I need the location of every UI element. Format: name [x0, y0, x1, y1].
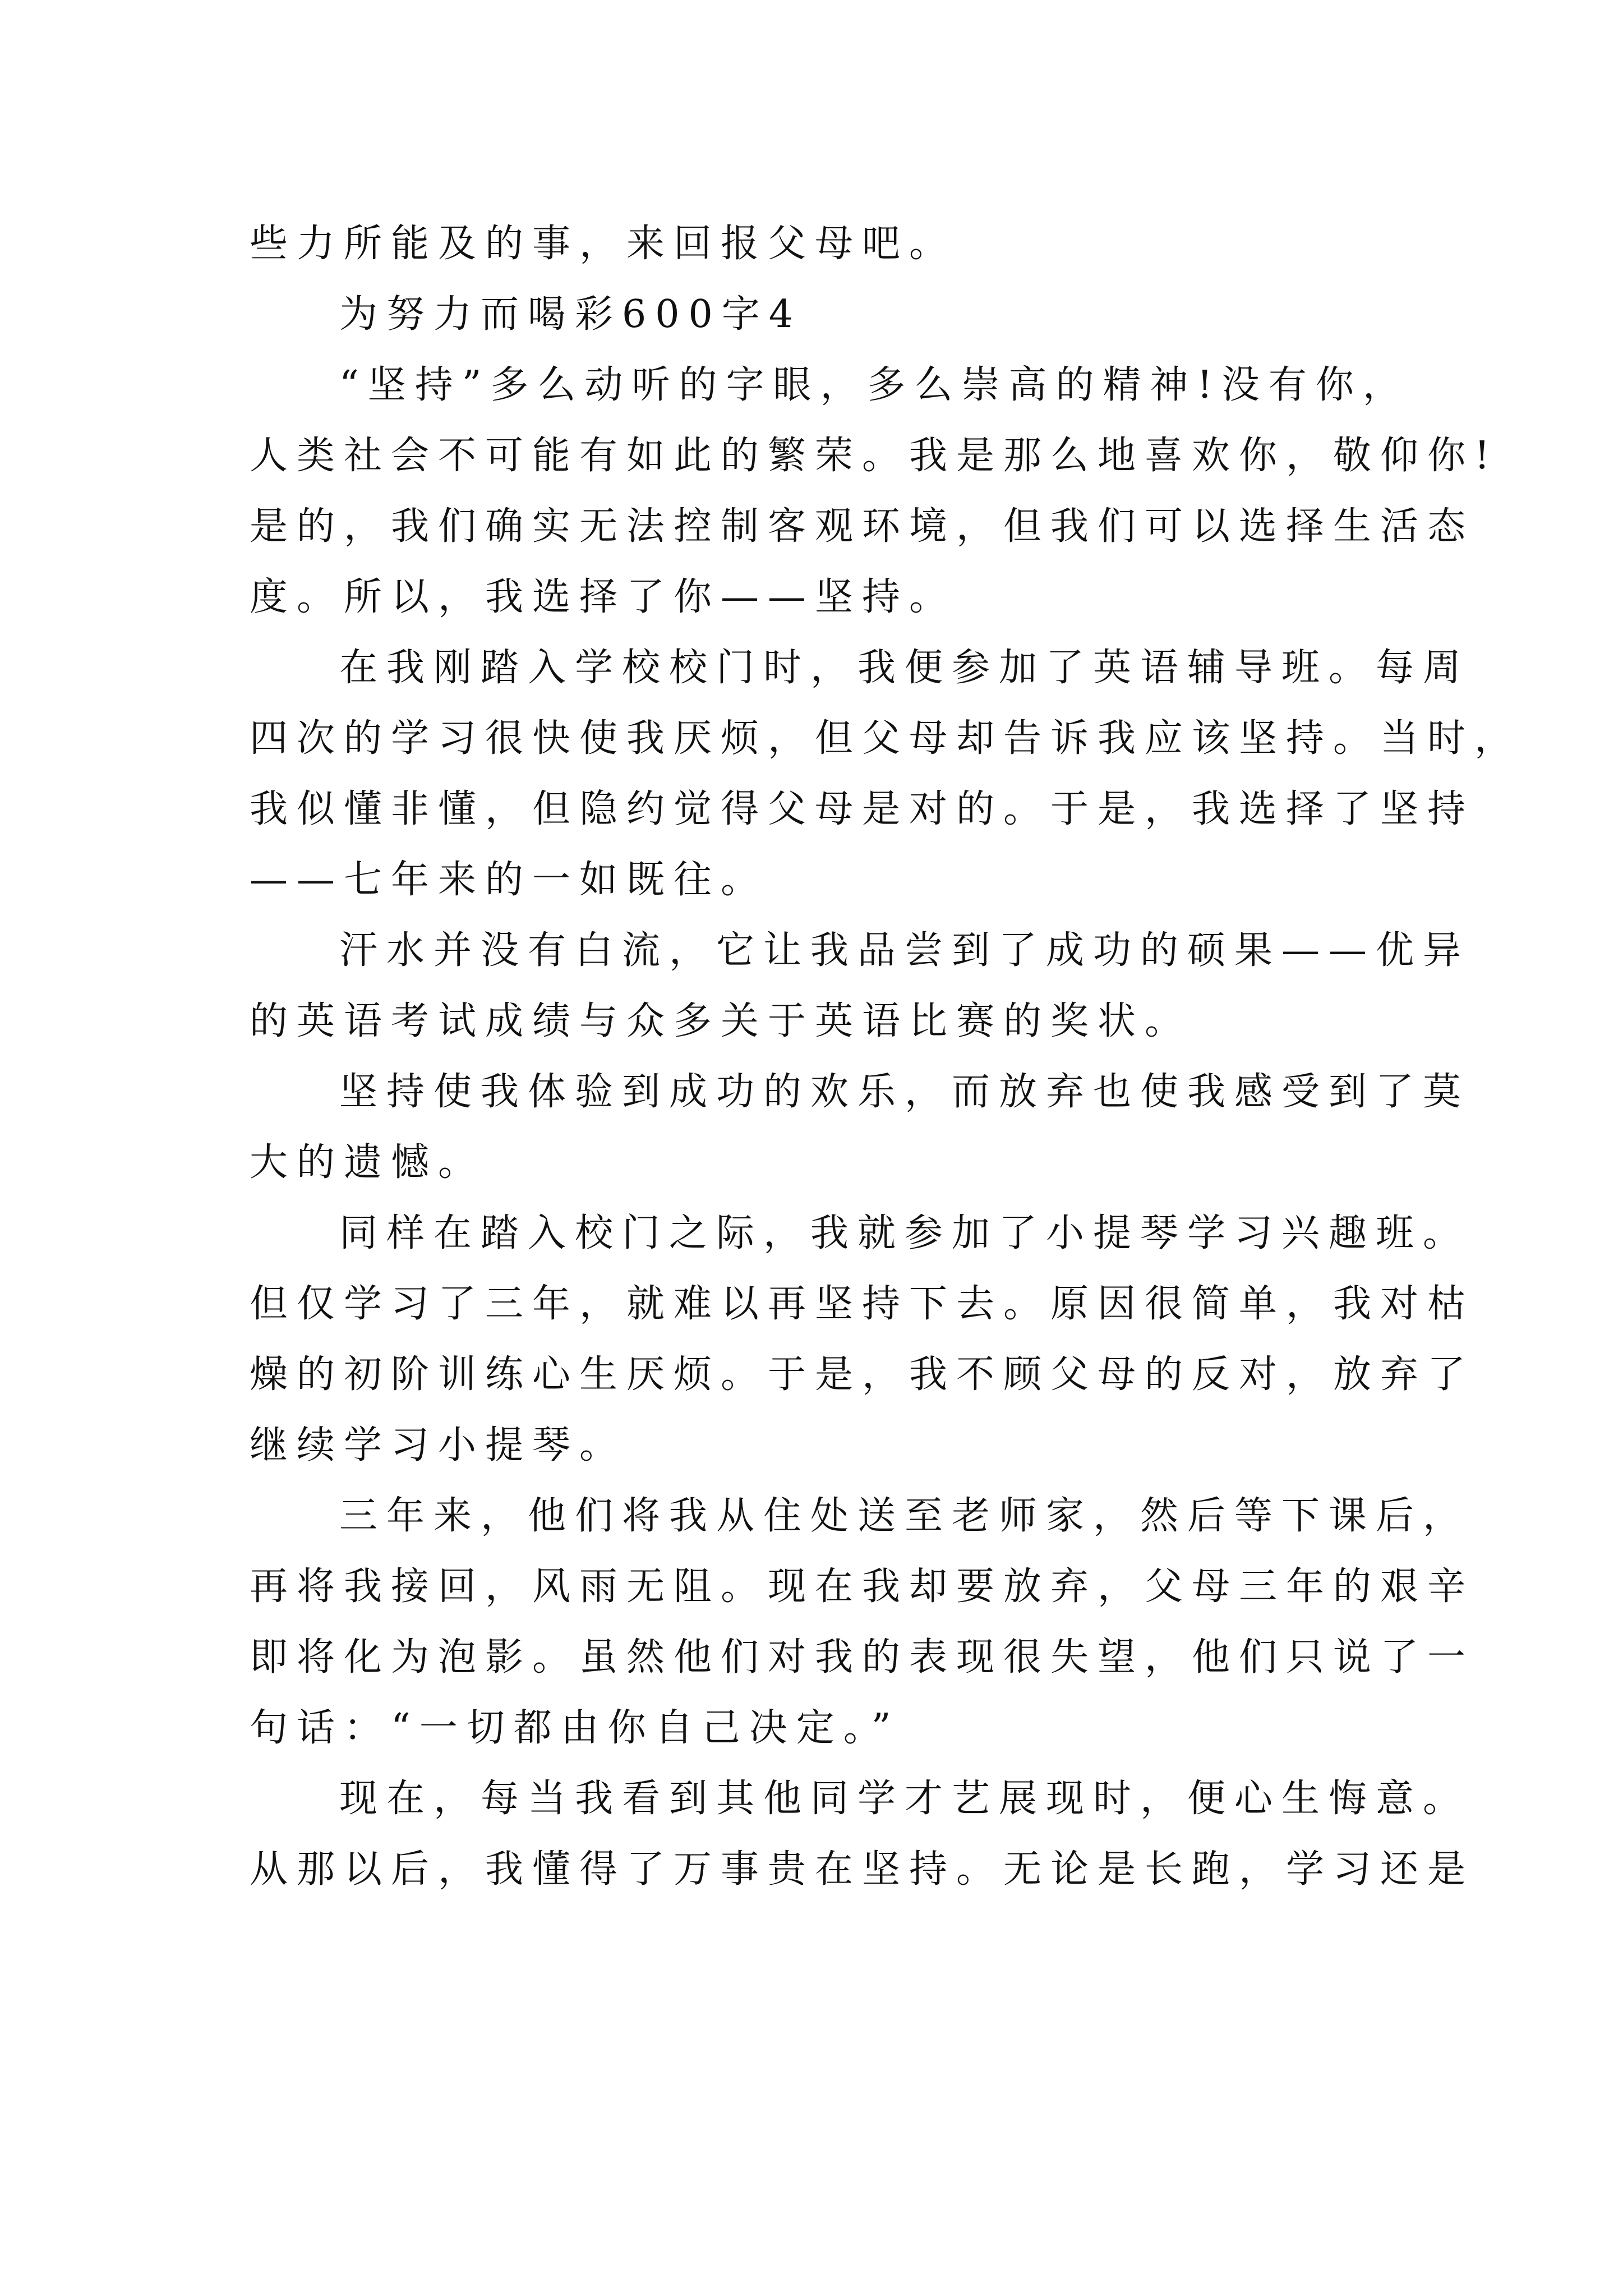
text-line: 是的，我们确实无法控制客观环境，但我们可以选择生活态 [250, 504, 1475, 549]
text-line: 坚持使我体验到成功的欢乐，而放弃也使我感受到了莫 [339, 1070, 1470, 1114]
text-line: 即将化为泡影。虽然他们对我的表现很失望，他们只说了一 [250, 1635, 1475, 1680]
text-line: 同样在踏入校门之际，我就参加了小提琴学习兴趣班。 [339, 1211, 1470, 1255]
text-line: ——七年来的一如既往。 [250, 858, 768, 902]
text-line: 汗水并没有白流，它让我品尝到了成功的硕果——优异 [339, 928, 1470, 973]
text-line: 人类社会不可能有如此的繁荣。我是那么地喜欢你，敬仰你! [250, 434, 1499, 478]
document-body [250, 209, 1522, 1905]
text-line: 些力所能及的事，来回报父母吧。 [250, 222, 957, 266]
text-line: 的英语考试成绩与众多关于英语比赛的奖状。 [250, 999, 1192, 1043]
text-line: 继续学习小提琴。 [250, 1423, 627, 1467]
text-line: 从那以后，我懂得了万事贵在坚持。无论是长跑，学习还是 [250, 1847, 1475, 1892]
text-line: 句话：“一切都由你自己决定。” [250, 1706, 900, 1750]
text-line: “坚持”多么动听的字眼，多么崇高的精神!没有你， [339, 363, 1410, 407]
text-line: 燥的初阶训练心生厌烦。于是，我不顾父母的反对，放弃了 [250, 1352, 1475, 1397]
section-heading: 为努力而喝彩600字4 [339, 292, 803, 337]
text-line: 大的遗憾。 [250, 1140, 486, 1185]
text-line: 我似懂非懂，但隐约觉得父母是对的。于是，我选择了坚持 [250, 787, 1475, 831]
text-line: 但仅学习了三年，就难以再坚持下去。原因很简单，我对枯 [250, 1282, 1475, 1326]
text-line: 再将我接回，风雨无阻。现在我却要放弃，父母三年的艰辛 [250, 1565, 1475, 1609]
text-line: 在我刚踏入学校校门时，我便参加了英语辅导班。每周 [339, 646, 1470, 690]
text-line: 四次的学习很快使我厌烦，但父母却告诉我应该坚持。当时， [250, 716, 1522, 761]
text-line: 度。所以，我选择了你——坚持。 [250, 575, 957, 619]
text-line: 三年来，他们将我从住处送至老师家，然后等下课后， [339, 1494, 1470, 1538]
text-line: 现在，每当我看到其他同学才艺展现时，便心生悔意。 [339, 1777, 1470, 1821]
